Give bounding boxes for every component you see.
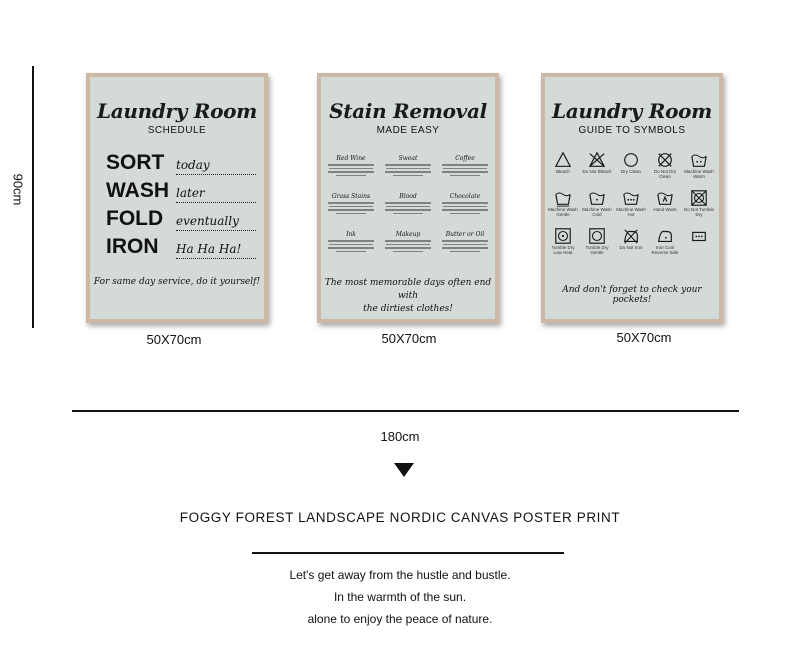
symbol-label: Iron Cool Reverse Side (651, 245, 679, 255)
schedule-value: Ha Ha Ha! (176, 242, 256, 259)
symbol-label: Do Not Tumble Dry (684, 207, 715, 217)
laundry-symbol (616, 189, 646, 217)
laundry-symbol (650, 151, 680, 179)
symbol-label: Bleach (556, 169, 570, 174)
stain-instruction-text (328, 209, 374, 211)
stain-instruction-text (329, 168, 373, 170)
stain-instruction-text (442, 164, 488, 166)
laundry-symbol (650, 227, 680, 255)
machine-wash-warm-icon (684, 151, 714, 169)
stain-tip (439, 155, 491, 176)
headline: FOGGY FOREST LANDSCAPE NORDIC CANVAS POSTER PRINT (179, 510, 621, 525)
stain-instruction-text (385, 171, 431, 173)
stain-name: Red Wine (336, 155, 366, 162)
stain-instruction-text (328, 164, 374, 166)
tagline-line: In the warmth of the sun. (333, 590, 467, 604)
iron-cool-icon (650, 227, 680, 245)
stain-instruction-text (443, 244, 487, 246)
no-tumble-dry-icon (684, 189, 714, 207)
machine-wash-gentle-icon (548, 189, 578, 207)
stain-instruction-text (442, 247, 488, 249)
poster-laundry-schedule (86, 73, 268, 323)
stain-instruction-text (328, 247, 374, 249)
poster-title: Laundry Room (551, 99, 713, 123)
symbol-label: Hand Wash (653, 207, 677, 212)
machine-wash-hot-icon (616, 189, 646, 207)
poster-title: Stain Removal (329, 99, 487, 123)
hand-wash-icon (650, 189, 680, 207)
symbol-label: Machine Wash Warm (684, 169, 714, 179)
stain-instruction-text (328, 240, 374, 242)
stain-name: Chocolate (449, 193, 481, 200)
stain-instruction-text (385, 164, 431, 166)
schedule-value: eventually (176, 214, 256, 231)
symbol-label: Machine Wash Cold (582, 207, 612, 217)
stain-instruction-text (386, 168, 430, 170)
stain-instruction-text (385, 209, 431, 211)
stain-name: Butter or Oil (445, 231, 485, 238)
bleach-icon (548, 151, 578, 169)
symbol-label: Machine Wash Hot (616, 207, 646, 217)
tagline-line: Let's get away from the hustle and bustle. (289, 568, 511, 582)
poster-footer: For same day service, do it yourself! (93, 277, 261, 287)
tumble-dry-low-icon (548, 227, 578, 245)
laundry-symbol (548, 189, 578, 217)
stain-tip (439, 231, 491, 252)
schedule-word: WASH (106, 179, 169, 202)
stain-instruction-text (393, 251, 423, 253)
width-label: 180cm (380, 429, 420, 444)
laundry-symbol (582, 189, 612, 217)
poster-size-label: 50X70cm (381, 331, 437, 346)
stain-instruction-text (336, 251, 366, 253)
symbol-label: Do Not Dry Clean (653, 169, 677, 179)
stain-instruction-text (442, 209, 488, 211)
poster-stain-removal (317, 73, 499, 323)
tagline-line: alone to enjoy the peace of nature. (307, 612, 493, 626)
stain-instruction-text (450, 251, 480, 253)
symbol-label: Machine Wash Gentle (548, 207, 578, 217)
stain-instruction-text (336, 213, 366, 215)
stain-tip (325, 193, 377, 214)
poster-footer (321, 277, 495, 316)
stain-tip (382, 231, 434, 252)
tumble-dry-gentle-icon (582, 227, 612, 245)
schedule-value: today (176, 158, 256, 175)
stain-instruction-text (443, 168, 487, 170)
schedule-row (106, 151, 256, 175)
symbol-label: Do Not Bleach (582, 169, 612, 174)
poster-title: Laundry Room (96, 99, 258, 123)
stain-instruction-text (442, 240, 488, 242)
schedule-word: SORT (106, 151, 165, 174)
stain-name: Grass Stains (331, 193, 371, 200)
stain-instruction-text (450, 213, 480, 215)
stain-name: Ink (346, 231, 356, 238)
stain-instruction-text (329, 244, 373, 246)
schedule-row (106, 179, 256, 203)
stain-instruction-text (393, 213, 423, 215)
poster-subtitle: SCHEDULE (147, 125, 207, 136)
poster-subtitle: GUIDE TO SYMBOLS (578, 125, 686, 136)
no-dry-clean-icon (650, 151, 680, 169)
laundry-symbol (684, 189, 714, 217)
poster-size-label: 50X70cm (146, 332, 202, 347)
stain-instruction-text (386, 206, 430, 208)
schedule-row (106, 235, 256, 259)
schedule-value: later (176, 186, 256, 203)
symbol-label: Tumble Dry Gentle (585, 245, 609, 255)
dry-clean-icon (616, 151, 646, 169)
stain-instruction-text (328, 202, 374, 204)
stain-instruction-text (442, 171, 488, 173)
laundry-symbol (684, 151, 714, 179)
laundry-symbol (616, 227, 646, 250)
stain-instruction-text (336, 175, 366, 177)
no-bleach-icon (582, 151, 612, 169)
laundry-symbol (582, 227, 612, 255)
symbol-label: Dry Clean (620, 169, 641, 174)
laundry-symbol (548, 227, 578, 255)
stain-instruction-text (386, 244, 430, 246)
machine-wash-cold-icon (582, 189, 612, 207)
stain-tip (382, 193, 434, 214)
poster-laundry-symbols (541, 73, 723, 323)
no-iron-icon (616, 227, 646, 245)
height-label: 90cm (10, 173, 26, 206)
stain-tip (325, 231, 377, 252)
laundry-symbol (684, 227, 714, 245)
laundry-symbol (650, 189, 680, 212)
poster-subtitle: MADE EASY (376, 125, 440, 136)
height-dimension-line (32, 66, 34, 328)
stain-tip (439, 193, 491, 214)
stain-name: Sweat (398, 155, 418, 162)
stain-name: Blood (399, 193, 417, 200)
width-dimension-line (72, 410, 739, 412)
stain-name: Makeup (395, 231, 421, 238)
schedule-row (106, 207, 256, 231)
stain-instruction-text (393, 175, 423, 177)
footer-line: the dirtiest clothes! (363, 304, 453, 314)
laundry-symbol (582, 151, 612, 174)
stain-instruction-text (328, 171, 374, 173)
stain-instruction-text (385, 240, 431, 242)
schedule-word: IRON (106, 235, 159, 258)
stain-instruction-text (450, 175, 480, 177)
stain-instruction-text (385, 202, 431, 204)
stain-tip (325, 155, 377, 176)
stain-instruction-text (385, 247, 431, 249)
iron-icon (684, 227, 714, 245)
down-arrow-icon (394, 463, 414, 477)
stain-instruction-text (442, 202, 488, 204)
poster-footer: And don't forget to check your pockets! (562, 285, 702, 305)
divider (252, 552, 564, 554)
schedule-word: FOLD (106, 207, 164, 230)
stain-name: Coffee (455, 155, 475, 162)
stain-instruction-text (443, 206, 487, 208)
symbol-label: Tumble Dry Low Heat (551, 245, 575, 255)
poster-size-label: 50X70cm (616, 330, 672, 345)
stain-tip (382, 155, 434, 176)
laundry-symbol (616, 151, 646, 174)
symbol-label: Do Not Iron (619, 245, 643, 250)
stain-instruction-text (329, 206, 373, 208)
footer-line: The most memorable days often end with (324, 278, 492, 301)
laundry-symbol (548, 151, 578, 174)
